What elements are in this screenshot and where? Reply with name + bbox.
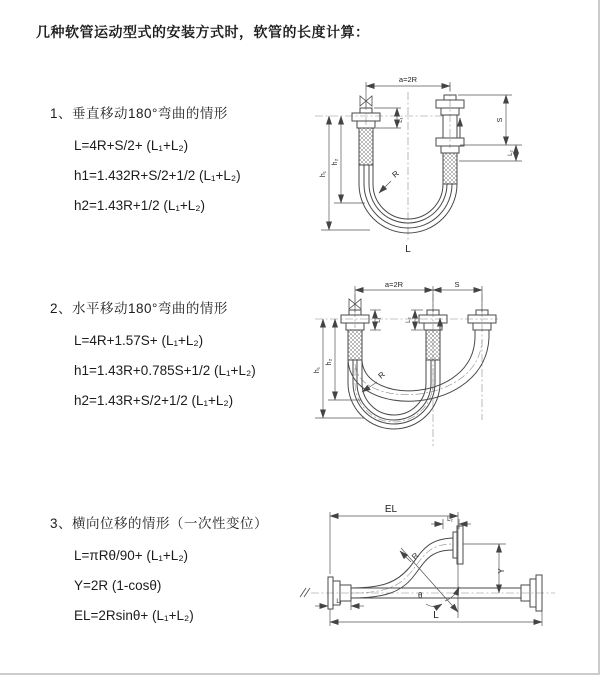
dim-label-r: R (410, 550, 421, 562)
section-3 (50, 512, 268, 631)
braided-hose-section (443, 153, 457, 184)
section-1 (50, 102, 241, 221)
diagram-horizontal-180-bend (303, 278, 597, 468)
dim-label-r: R (376, 369, 387, 381)
dim-label-theta: θ (418, 591, 423, 600)
section-1-formulas (50, 131, 241, 221)
section-3-formulas (50, 541, 268, 631)
dimension-lines (321, 82, 522, 230)
section-3-heading: 3、横向位移的情形（一次性变位） (50, 516, 269, 531)
dimension-lines (315, 512, 542, 626)
section-2-heading: 2、水平移动180°弯曲的情形 (50, 301, 228, 316)
dimension-labels (336, 504, 506, 621)
braided-hose-section (426, 330, 440, 360)
centerlines (315, 294, 498, 446)
formula-line: L=4R+1.57S+ (L₁+L₂) (74, 333, 204, 348)
formula-line: h2=1.43R+1/2 (L₁+L₂) (74, 198, 206, 213)
section-2-formulas (50, 326, 256, 416)
dimension-labels (320, 75, 514, 255)
section-2 (50, 297, 256, 416)
dim-label-l1: L₁ (376, 317, 382, 323)
dim-label-l2: L₂ (447, 517, 453, 523)
section-1-heading: 1、垂直移动180°弯曲的情形 (50, 106, 228, 121)
formula-line: L=4R+S/2+ (L₁+L₂) (74, 138, 189, 153)
dim-label-s: S (454, 280, 460, 289)
dim-label-l: L (405, 244, 411, 255)
dim-label-l2: L₂ (508, 150, 514, 156)
dim-label-a2r: a=2R (398, 75, 418, 84)
formula-line: Y=2R (1-cosθ) (74, 578, 162, 593)
centerlines (311, 544, 555, 593)
dim-label-h1: h₁ (320, 170, 327, 178)
dim-label-l1: L₁ (336, 599, 342, 605)
braided-hose-section (348, 330, 362, 360)
formula-line: h1=1.43R+0.785S+1/2 (L₁+L₂) (74, 363, 256, 378)
dim-label-y: Y (497, 568, 506, 574)
diagram-vertical-180-bend (308, 68, 590, 265)
formula-line: L=πRθ/90+ (L₁+L₂) (74, 548, 189, 563)
braided-hose-section (359, 128, 373, 165)
dim-label-el: EL (384, 504, 398, 515)
formula-line: EL=2Rsinθ+ (L₁+L₂) (74, 608, 194, 623)
hose-assembly (341, 299, 496, 429)
dimension-lines (315, 286, 482, 418)
dim-label-h2: h₂ (326, 358, 333, 366)
dim-label-l: L (433, 610, 439, 621)
dim-label-h2: h₂ (332, 158, 339, 166)
dim-label-s: S (497, 117, 504, 123)
dim-label-l2: L₂ (406, 317, 412, 323)
diagram-lateral-displacement (293, 498, 597, 642)
page-title: 几种软管运动型式的安装方式时，软管的长度计算： (36, 24, 370, 40)
dim-label-r: R (390, 168, 401, 180)
formula-line: h2=1.43R+S/2+1/2 (L₁+L₂) (74, 393, 234, 408)
dim-label-l1: L₁ (398, 117, 404, 123)
pipe-break-mark (300, 588, 310, 597)
dim-label-h1: h₁ (314, 366, 321, 374)
dim-label-a2r: a=2R (384, 280, 404, 289)
formula-line: h1=1.432R+S/2+1/2 (L₁+L₂) (74, 168, 241, 183)
